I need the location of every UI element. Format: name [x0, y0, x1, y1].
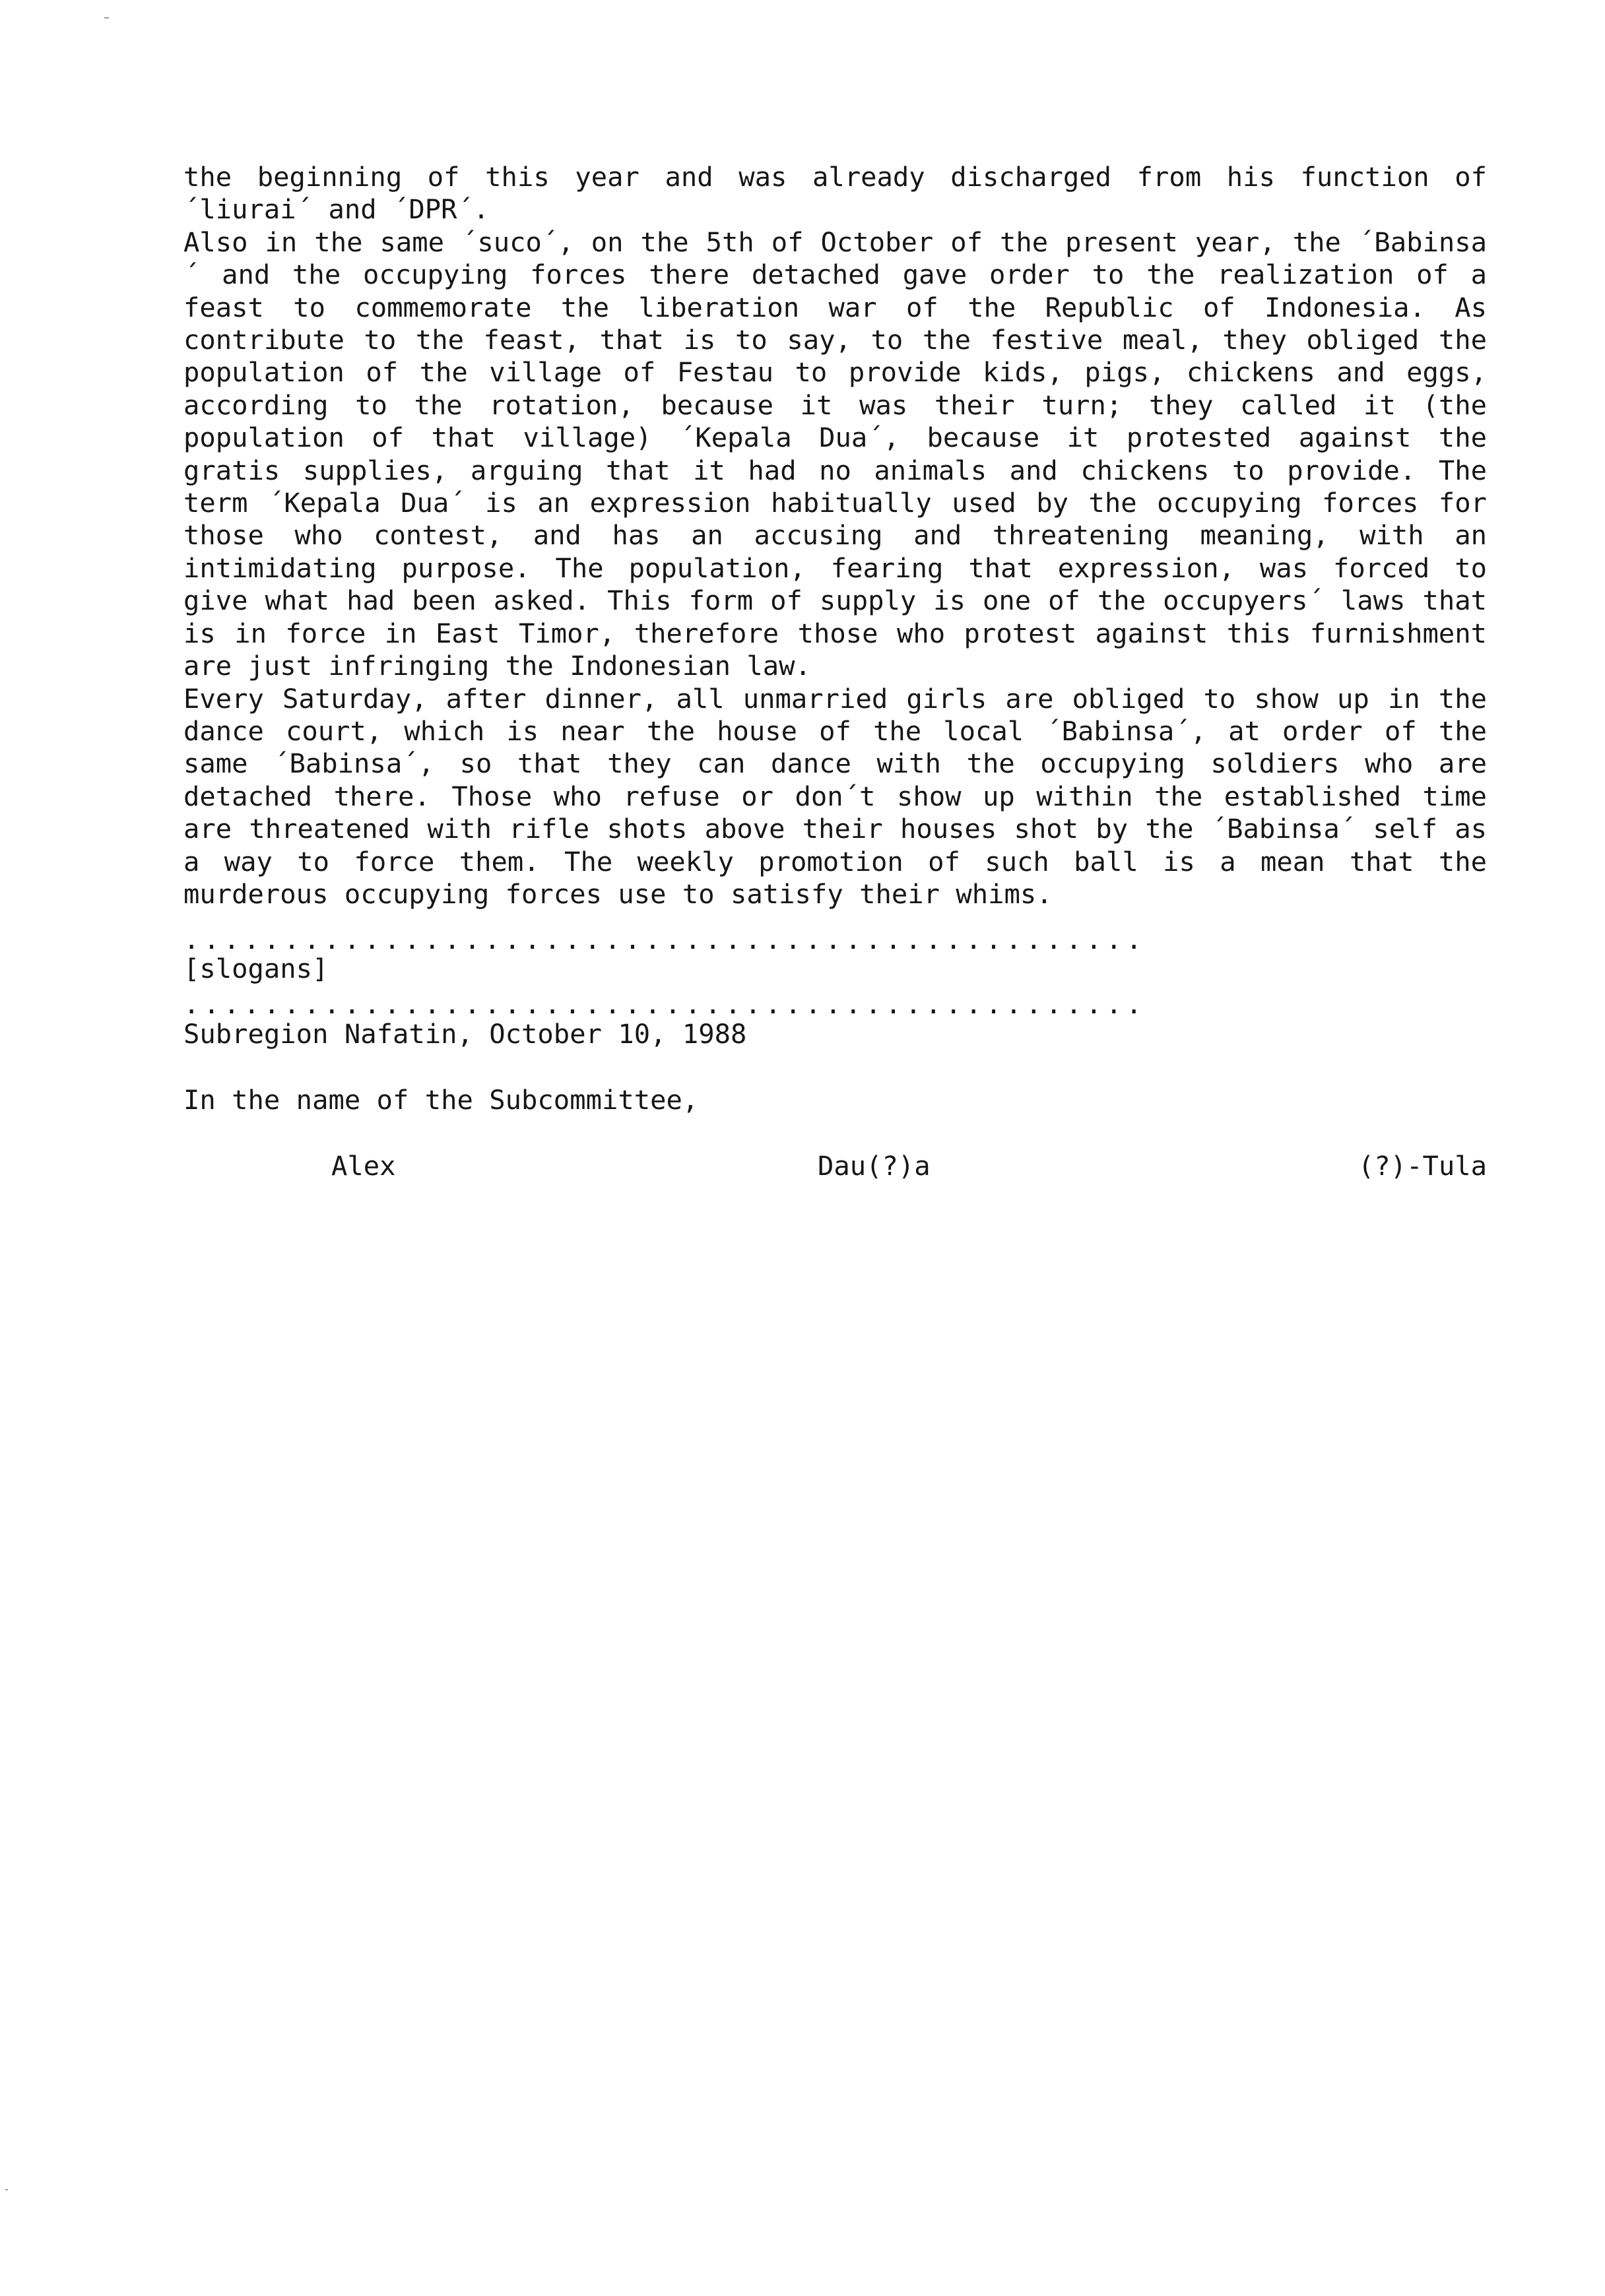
- scan-speck: [5, 2189, 8, 2190]
- scan-speck: [104, 17, 109, 18]
- slogans-placeholder: [slogans]: [183, 953, 329, 984]
- paragraph-2: Also in the same ´suco´, on the 5th of October of the present year, the ´Babinsa´ and the occupying forces there detached gave order to the realization of a feast to commemorate the liberation war of the Republic of Indonesia. As contribute to the feast, that is to say, to the festive meal, they obliged the population of the village of Festau to provide kids, pigs, chickens and eggs, according to the rotation, because it was their turn; they called it (the population of that village) ´Kepala Dua´, because it protested against the gratis supplies, arguing that it had no animals and chickens to provide. The term ´Kepala Dua´ is an expression habitually used by the occupying forces for those who contest, and has an accusing and threatening meaning, with an intimidating purpose. The population, fearing that expression, was forced to give what had been asked. This form of supply is one of the occupyers´ laws that is in force in East Timor, therefore those who protest against this furnishment are just infringing the Indonesian law.: [183, 226, 1487, 682]
- place-and-date: Subregion Nafatin, October 10, 1988: [183, 1018, 747, 1050]
- dotted-separator-top: ................................................: [183, 924, 1146, 955]
- letter-body: [183, 161, 1487, 910]
- closing-line: In the name of the Subcommittee,: [183, 1084, 699, 1116]
- signature-daua: Dau(?)a: [818, 1150, 931, 1182]
- paragraph-3: Every Saturday, after dinner, all unmarried girls are obliged to show up in the dance court, which is near the house of the local ´Babinsa´, at order of the same ´Babinsa´, so that they can dance with the occupying soldiers who are detached there. Those who refuse or don´t show up within the established time are threatened with rifle shots above their houses shot by the ´Babinsa´ self as a way to force them. The weekly promotion of such ball is a mean that the murderous occupying forces use to satisfy their whims.: [183, 682, 1487, 910]
- signature-alex: Alex: [331, 1150, 396, 1182]
- dotted-separator-bottom: ................................................: [183, 988, 1146, 1020]
- paragraph-1: the beginning of this year and was already discharged from his function of ´liurai´ and ´DPR´.: [183, 161, 1487, 226]
- signature-tula: (?)-Tula: [1358, 1150, 1487, 1182]
